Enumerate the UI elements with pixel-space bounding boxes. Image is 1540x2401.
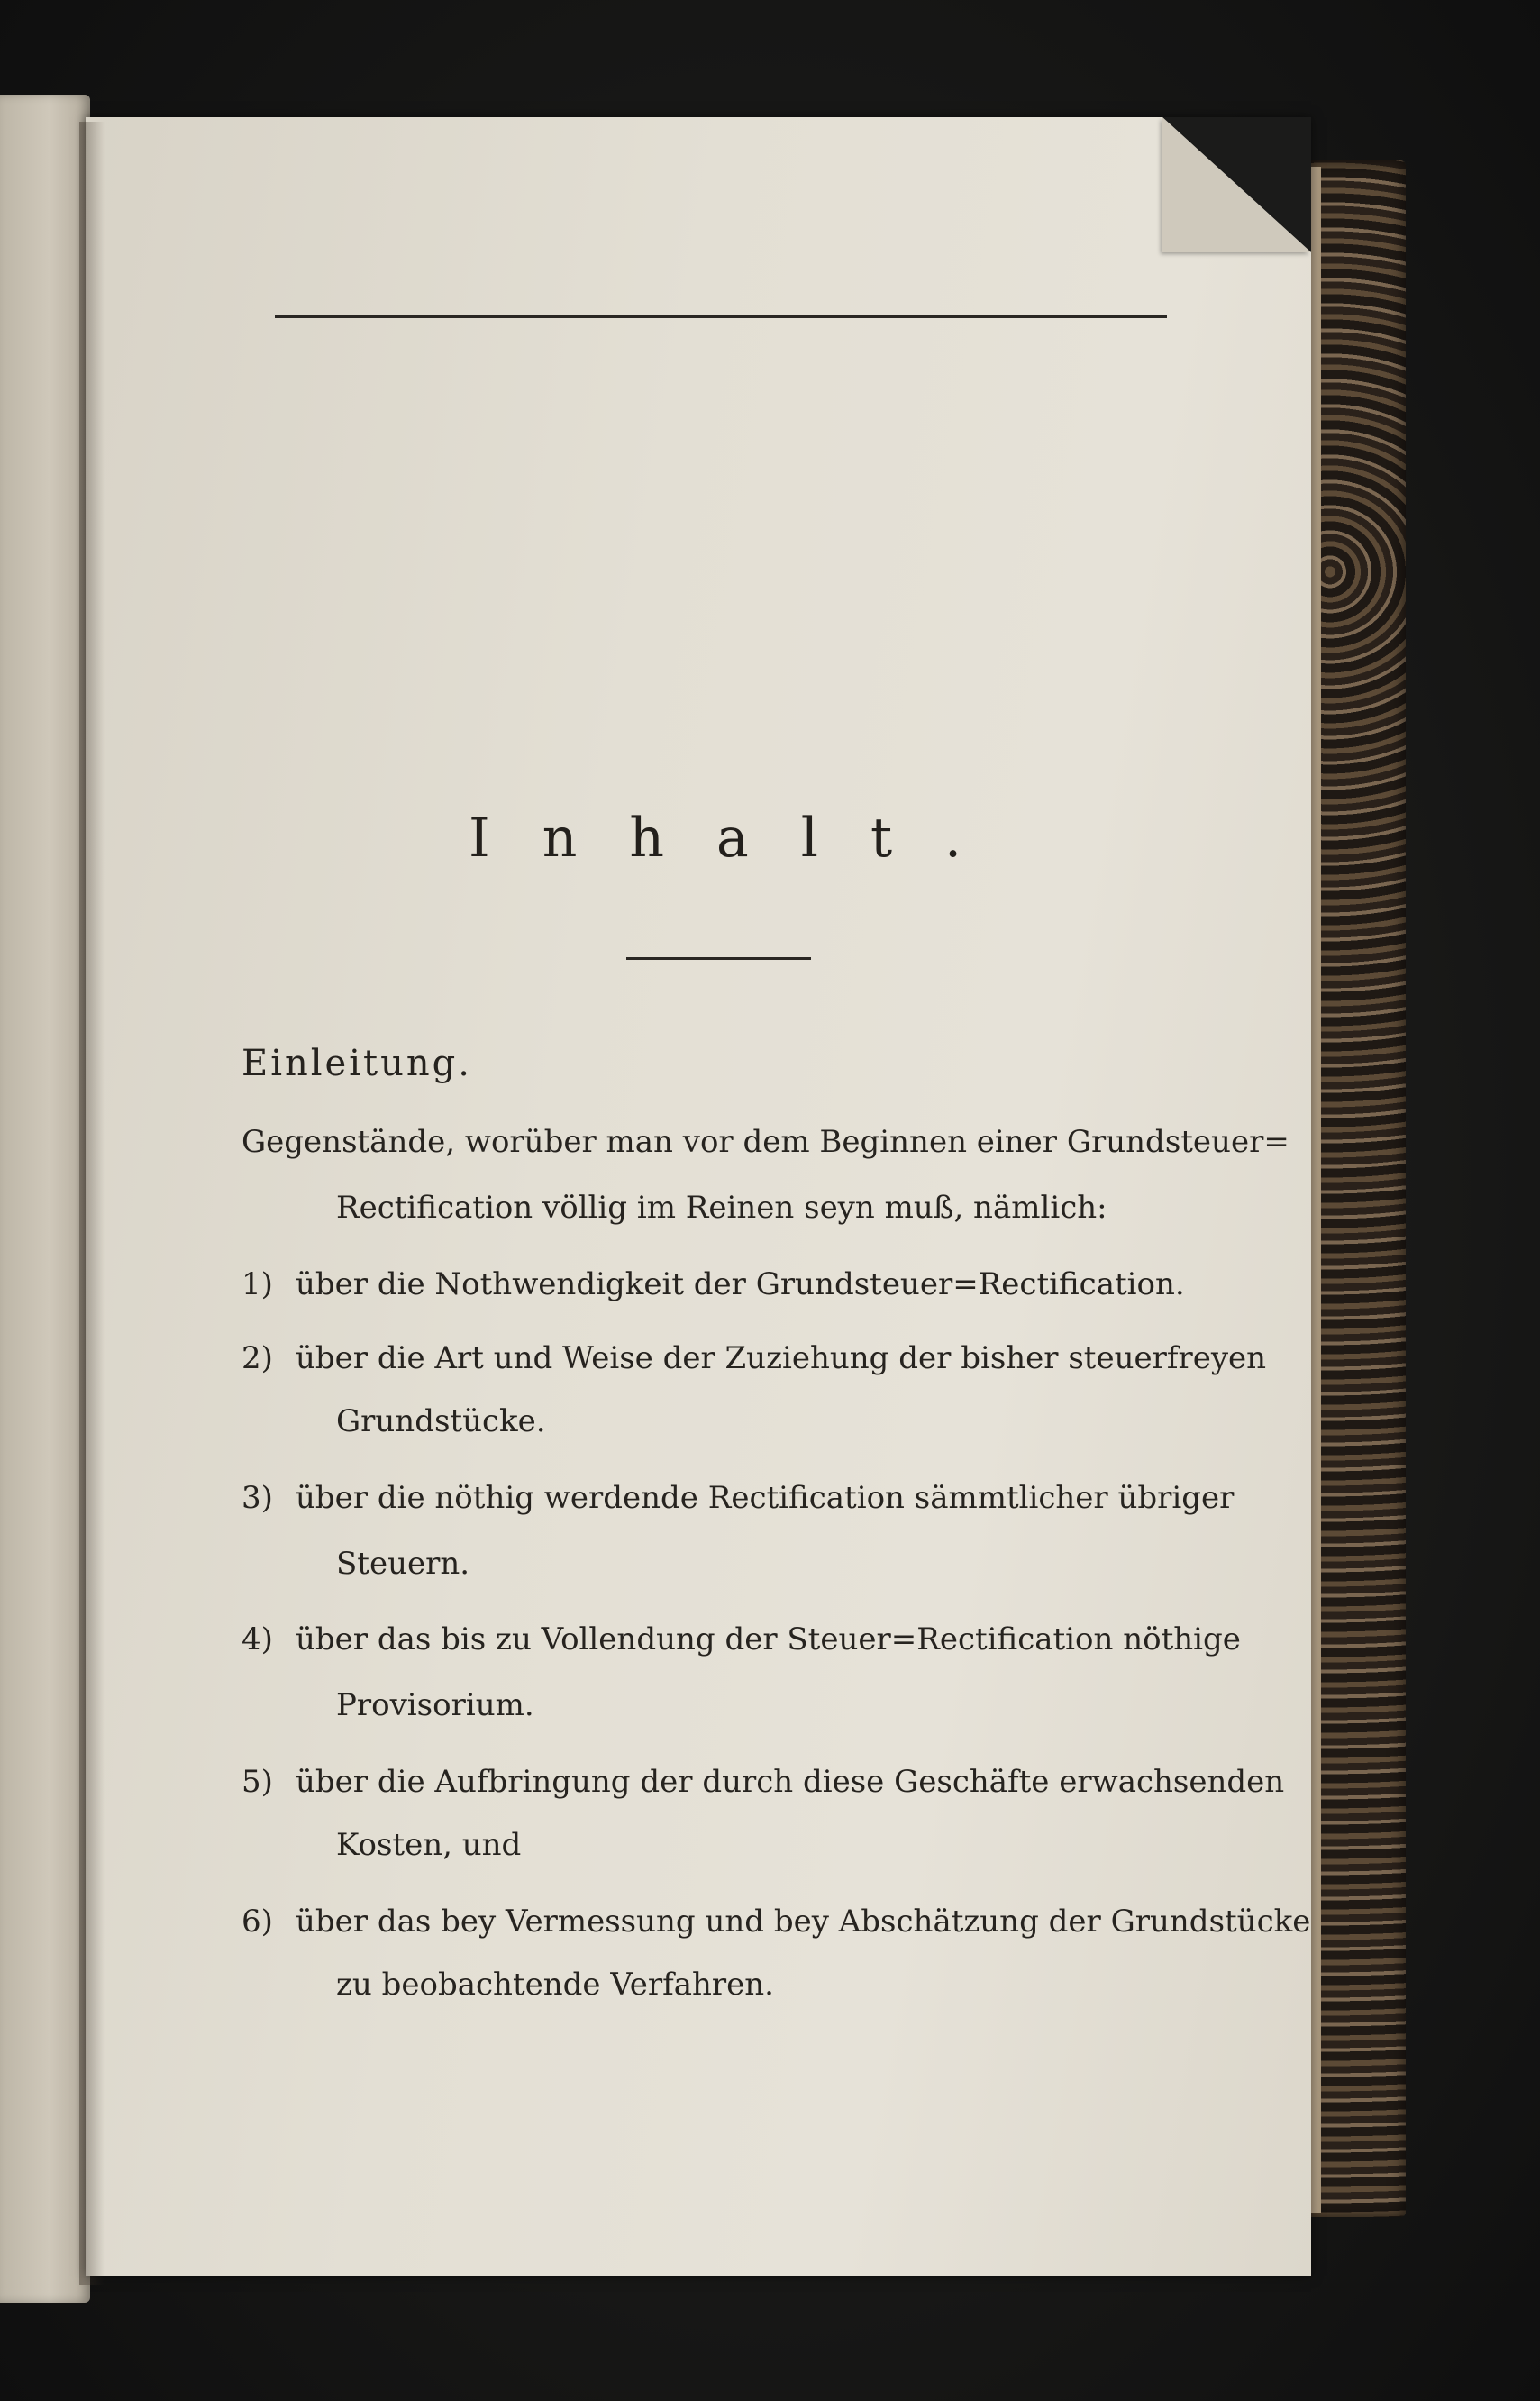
item-continuation: zu beobachtende Verfahren. xyxy=(336,1967,774,2003)
item-continuation: Steuern. xyxy=(336,1546,470,1582)
item-number: 3) xyxy=(241,1480,273,1516)
folded-corner-flap xyxy=(1162,117,1311,252)
section-title: Einleitung. xyxy=(241,1043,472,1084)
top-rule xyxy=(275,315,1167,318)
item-number: 5) xyxy=(241,1764,273,1800)
item-continuation: Kosten, und xyxy=(336,1827,522,1863)
item-text: über die nöthig werdende Rectification sämmtlicher übriger xyxy=(296,1480,1235,1516)
list-item xyxy=(241,1764,1285,1800)
item-text: über die Nothwendigkeit der Grundsteuer=Rectification. xyxy=(296,1266,1185,1302)
page-gutter-shadow xyxy=(79,122,105,2285)
item-number: 2) xyxy=(241,1340,273,1376)
item-text: über das bey Vermessung und bey Abschätzung der Grundstücke xyxy=(296,1903,1311,1940)
item-number: 1) xyxy=(241,1266,273,1302)
list-item xyxy=(241,1621,1241,1657)
item-text: über die Aufbringung der durch diese Geschäfte erwachsenden xyxy=(296,1764,1285,1800)
item-number: 6) xyxy=(241,1903,273,1940)
list-item xyxy=(241,1266,1185,1302)
item-text: über das bis zu Vollendung der Steuer=Rectification nöthige xyxy=(296,1621,1241,1657)
item-number: 4) xyxy=(241,1621,273,1657)
title-rule xyxy=(626,957,811,960)
page-title: Inhalt. xyxy=(469,807,1015,870)
item-continuation: Grundstücke. xyxy=(336,1403,546,1439)
item-continuation: Provisorium. xyxy=(336,1687,534,1723)
item-text: über die Art und Weise der Zuziehung der bisher steuerfreyen xyxy=(296,1340,1267,1376)
intro-line-2: Rectification völlig im Reinen seyn muß, nämlich: xyxy=(336,1190,1107,1226)
list-item xyxy=(241,1903,1311,1940)
intro-line-1: Gegenstände, worüber man vor dem Beginnen einer Grundsteuer= xyxy=(241,1124,1289,1160)
facing-page-edge xyxy=(0,95,90,2303)
list-item xyxy=(241,1480,1235,1516)
list-item xyxy=(241,1340,1267,1376)
